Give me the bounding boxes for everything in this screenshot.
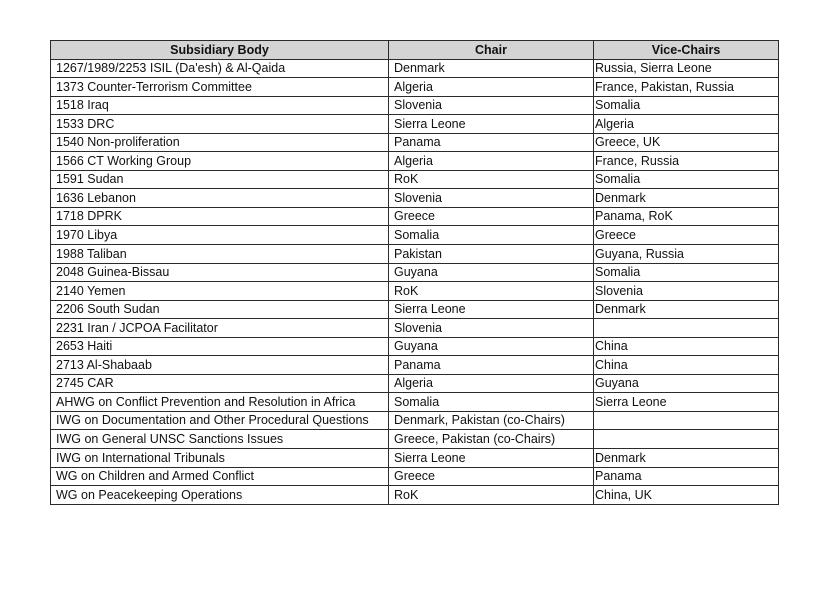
cell-subsidiary-body: IWG on International Tribunals	[51, 449, 389, 468]
cell-vice-chairs: France, Russia	[594, 152, 779, 171]
cell-vice-chairs: China	[594, 337, 779, 356]
cell-subsidiary-body: 1988 Taliban	[51, 245, 389, 264]
cell-subsidiary-body: 1566 CT Working Group	[51, 152, 389, 171]
cell-vice-chairs: Panama	[594, 467, 779, 486]
table-row	[51, 189, 779, 208]
cell-chair: Guyana	[389, 337, 594, 356]
cell-vice-chairs	[594, 319, 779, 338]
cell-subsidiary-body: 1533 DRC	[51, 115, 389, 134]
cell-subsidiary-body: AHWG on Conflict Prevention and Resolution in Africa	[51, 393, 389, 412]
table-row	[51, 133, 779, 152]
table-row	[51, 263, 779, 282]
cell-subsidiary-body: IWG on Documentation and Other Procedural Questions	[51, 411, 389, 430]
cell-subsidiary-body: 2713 Al-Shabaab	[51, 356, 389, 375]
cell-subsidiary-body: 1718 DPRK	[51, 207, 389, 226]
cell-subsidiary-body: WG on Children and Armed Conflict	[51, 467, 389, 486]
cell-chair: Sierra Leone	[389, 300, 594, 319]
cell-vice-chairs: Guyana, Russia	[594, 245, 779, 264]
cell-subsidiary-body: 2745 CAR	[51, 374, 389, 393]
header-chair: Chair	[389, 41, 594, 60]
table-row	[51, 300, 779, 319]
cell-chair: Denmark, Pakistan (co-Chairs)	[389, 411, 594, 430]
table-row	[51, 411, 779, 430]
cell-vice-chairs: Denmark	[594, 300, 779, 319]
cell-vice-chairs: Guyana	[594, 374, 779, 393]
table-row	[51, 152, 779, 171]
cell-chair: Greece	[389, 467, 594, 486]
cell-vice-chairs: Somalia	[594, 96, 779, 115]
cell-chair: Guyana	[389, 263, 594, 282]
cell-chair: Sierra Leone	[389, 115, 594, 134]
table-row	[51, 78, 779, 97]
cell-vice-chairs: Denmark	[594, 189, 779, 208]
cell-vice-chairs: China	[594, 356, 779, 375]
table-row	[51, 467, 779, 486]
cell-subsidiary-body: 2140 Yemen	[51, 282, 389, 301]
cell-chair: Slovenia	[389, 96, 594, 115]
cell-vice-chairs: Sierra Leone	[594, 393, 779, 412]
cell-chair: Denmark	[389, 59, 594, 78]
cell-vice-chairs	[594, 430, 779, 449]
cell-subsidiary-body: 2048 Guinea-Bissau	[51, 263, 389, 282]
cell-chair: Pakistan	[389, 245, 594, 264]
cell-chair: Sierra Leone	[389, 449, 594, 468]
cell-subsidiary-body: 1591 Sudan	[51, 170, 389, 189]
cell-subsidiary-body: 1636 Lebanon	[51, 189, 389, 208]
subsidiary-bodies-table	[50, 40, 779, 505]
table-row	[51, 449, 779, 468]
cell-vice-chairs: Denmark	[594, 449, 779, 468]
cell-chair: Slovenia	[389, 189, 594, 208]
cell-subsidiary-body: 1540 Non-proliferation	[51, 133, 389, 152]
table-row	[51, 337, 779, 356]
table-body	[51, 59, 779, 504]
cell-vice-chairs: France, Pakistan, Russia	[594, 78, 779, 97]
cell-chair: Somalia	[389, 226, 594, 245]
cell-vice-chairs: Russia, Sierra Leone	[594, 59, 779, 78]
cell-vice-chairs: China, UK	[594, 486, 779, 505]
cell-subsidiary-body: 2653 Haiti	[51, 337, 389, 356]
table-header-row	[51, 41, 779, 60]
table-row	[51, 282, 779, 301]
cell-chair: Algeria	[389, 374, 594, 393]
cell-chair: Greece	[389, 207, 594, 226]
table-row	[51, 115, 779, 134]
cell-chair: RoK	[389, 486, 594, 505]
table-row	[51, 59, 779, 78]
header-vice-chairs: Vice-Chairs	[594, 41, 779, 60]
cell-vice-chairs: Somalia	[594, 170, 779, 189]
cell-vice-chairs: Somalia	[594, 263, 779, 282]
cell-subsidiary-body: 2231 Iran / JCPOA Facilitator	[51, 319, 389, 338]
cell-vice-chairs: Greece, UK	[594, 133, 779, 152]
cell-vice-chairs: Algeria	[594, 115, 779, 134]
table-row	[51, 319, 779, 338]
cell-vice-chairs: Panama, RoK	[594, 207, 779, 226]
header-subsidiary-body: Subsidiary Body	[51, 41, 389, 60]
cell-chair: Panama	[389, 356, 594, 375]
cell-subsidiary-body: 2206 South Sudan	[51, 300, 389, 319]
cell-chair: Somalia	[389, 393, 594, 412]
cell-chair: RoK	[389, 170, 594, 189]
cell-chair: Slovenia	[389, 319, 594, 338]
table-row	[51, 226, 779, 245]
cell-chair: Algeria	[389, 78, 594, 97]
cell-chair: Algeria	[389, 152, 594, 171]
table-row	[51, 207, 779, 226]
cell-chair: RoK	[389, 282, 594, 301]
table-row	[51, 245, 779, 264]
cell-subsidiary-body: 1267/1989/2253 ISIL (Da'esh) & Al-Qaida	[51, 59, 389, 78]
cell-vice-chairs: Slovenia	[594, 282, 779, 301]
table-row	[51, 486, 779, 505]
table-row	[51, 356, 779, 375]
table-row	[51, 430, 779, 449]
cell-subsidiary-body: 1970 Libya	[51, 226, 389, 245]
cell-subsidiary-body: WG on Peacekeeping Operations	[51, 486, 389, 505]
table-row	[51, 170, 779, 189]
cell-chair: Greece, Pakistan (co-Chairs)	[389, 430, 594, 449]
cell-vice-chairs	[594, 411, 779, 430]
cell-subsidiary-body: 1373 Counter-Terrorism Committee	[51, 78, 389, 97]
cell-chair: Panama	[389, 133, 594, 152]
cell-subsidiary-body: IWG on General UNSC Sanctions Issues	[51, 430, 389, 449]
cell-vice-chairs: Greece	[594, 226, 779, 245]
table-row	[51, 393, 779, 412]
table-row	[51, 374, 779, 393]
table-row	[51, 96, 779, 115]
cell-subsidiary-body: 1518 Iraq	[51, 96, 389, 115]
